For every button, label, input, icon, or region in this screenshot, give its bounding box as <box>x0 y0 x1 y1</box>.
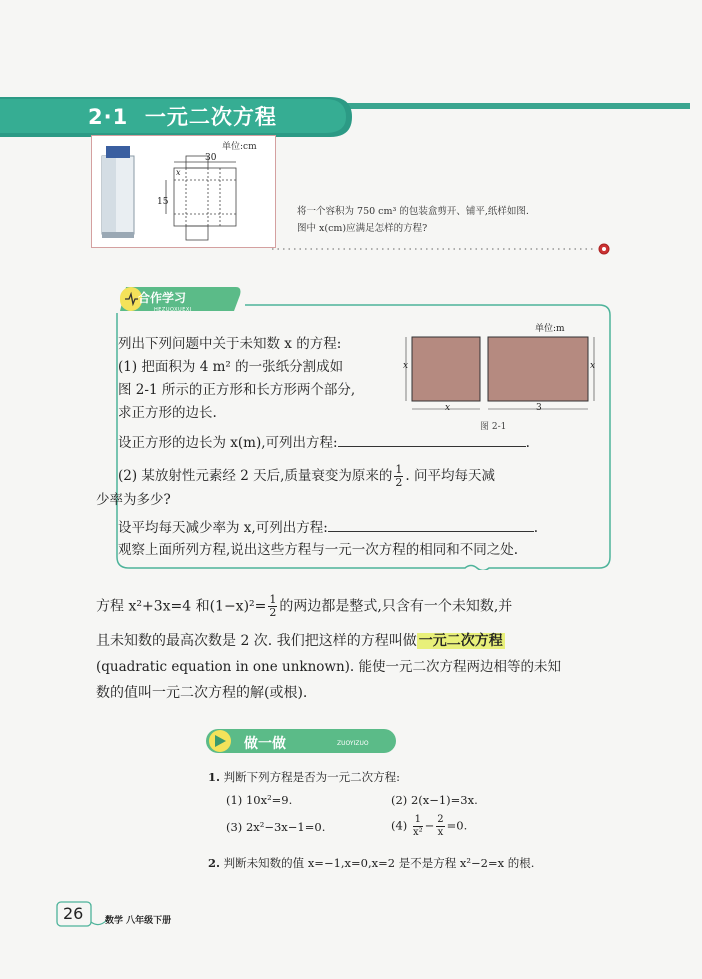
q1-item4-frac1 <box>413 814 423 839</box>
intro-text-line1: 将一个容积为 750 cm³ 的包装盒剪开、铺平,纸样如图. <box>297 206 529 217</box>
frac-num: 1 <box>414 814 421 825</box>
frac-num: 2 <box>437 814 444 825</box>
box-net-figure <box>92 136 274 246</box>
coop-line5-text: 设正方形的边长为 x(m),可列出方程: <box>118 435 338 451</box>
intro-unit: 单位:cm <box>222 142 257 152</box>
section-title <box>88 101 277 131</box>
figure-2-1 <box>400 333 605 415</box>
frac-num: 1 <box>395 463 403 476</box>
page-number: 26 <box>63 904 84 923</box>
coop-tag-label: 合作学习 <box>138 291 187 305</box>
q1-item4-end: =0. <box>446 818 468 833</box>
book-title: 数学 八年级下册 <box>105 916 172 926</box>
coop-line2: (1) 把面积为 4 m² 的一张纸分割成如 <box>118 359 344 375</box>
q1-item3: (3) 2x²−3x−1=0. <box>226 820 326 834</box>
fig-caption: 图 2-1 <box>480 422 507 432</box>
fig-unit: 单位:m <box>535 324 565 334</box>
fraction-one-half-main <box>268 594 277 619</box>
question-1 <box>208 769 400 785</box>
q1-text: 判断下列方程是否为一元二次方程: <box>223 770 401 784</box>
section-title-text: 一元二次方程 <box>144 105 277 129</box>
doit-tag-pinyin: ZUOYIZUO <box>337 740 369 747</box>
fig-x-bottom: x <box>445 403 451 413</box>
fig-x-left: x <box>403 361 409 371</box>
coop-line6 <box>118 464 495 489</box>
main-line1-a: 方程 x²+3x=4 和(1−x)²= <box>96 598 267 615</box>
frac-den: 2 <box>395 476 403 489</box>
coop-line6-text: (2) 某放射性元素经 2 天后,质量衰变为原来的 <box>118 468 393 484</box>
intro-text-line2: 图中 x(cm)应满足怎样的方程? <box>297 223 428 234</box>
coop-line1: 列出下列问题中关于未知数 x 的方程: <box>118 336 342 352</box>
q2-number: 2. <box>208 856 221 870</box>
q1-item4-label: (4) <box>391 818 408 833</box>
period: . <box>533 520 539 536</box>
coop-tag-pinyin: HEZUOXUEXI <box>154 307 192 313</box>
main-line1-b: 的两边都是整式,只含有一个未知数,并 <box>279 598 513 615</box>
coop-line3: 图 2-1 所示的正方形和长方形两个部分, <box>118 382 356 398</box>
dim-x: x <box>176 168 181 177</box>
fig-3-bottom: 3 <box>536 403 542 413</box>
coop-line4: 求正方形的边长. <box>118 405 217 421</box>
coop-line8-text: 设平均每天减少率为 x,可列出方程: <box>118 520 328 536</box>
fig-x-right: x <box>590 361 596 371</box>
frac-den: x <box>437 827 444 838</box>
answer-blank-2 <box>328 517 534 532</box>
answer-blank-1 <box>338 432 526 447</box>
minus: − <box>424 818 435 833</box>
coop-line9: 观察上面所列方程,说出这些方程与一元一次方程的相同和不同之处. <box>118 542 519 558</box>
main-line2-a: 且未知数的最高次数是 2 次. 我们把这样的方程叫做 <box>96 633 417 649</box>
q1-item4 <box>391 814 467 839</box>
dotted-divider <box>272 243 612 255</box>
main-line2 <box>96 631 505 651</box>
q1-item2: (2) 2(x−1)=3x. <box>391 793 478 807</box>
frac-num: 1 <box>269 593 277 606</box>
coop-line7: 少率为多少? <box>96 492 171 508</box>
main-line1 <box>96 594 512 619</box>
coop-line5 <box>118 432 530 453</box>
question-2 <box>208 855 534 871</box>
q1-item1: (1) 10x²=9. <box>226 793 293 807</box>
frac-den: x² <box>412 827 423 838</box>
dim-30: 30 <box>205 153 217 163</box>
coop-line8 <box>118 517 538 538</box>
main-line3: (quadratic equation in one unknown). 能使一元二次方程两边相等的未知 <box>96 659 562 675</box>
frac-den: 2 <box>269 606 277 619</box>
coop-line6-tail: . 问平均每天减 <box>405 468 495 484</box>
q2-text: 判断未知数的值 x=−1,x=0,x=2 是不是方程 x²−2=x 的根. <box>223 856 535 870</box>
dim-15: 15 <box>157 197 169 207</box>
period: . <box>525 435 530 451</box>
q1-item4-frac2 <box>436 814 444 839</box>
main-line4: 数的值叫一元二次方程的解(或根). <box>96 685 308 701</box>
intro-text <box>297 203 597 237</box>
highlight-term: 一元二次方程 <box>418 633 503 649</box>
section-number: 2·1 <box>88 105 129 129</box>
fraction-one-half <box>394 464 403 489</box>
doit-tag-label: 做一做 <box>244 736 286 752</box>
q1-number: 1. <box>208 770 221 784</box>
